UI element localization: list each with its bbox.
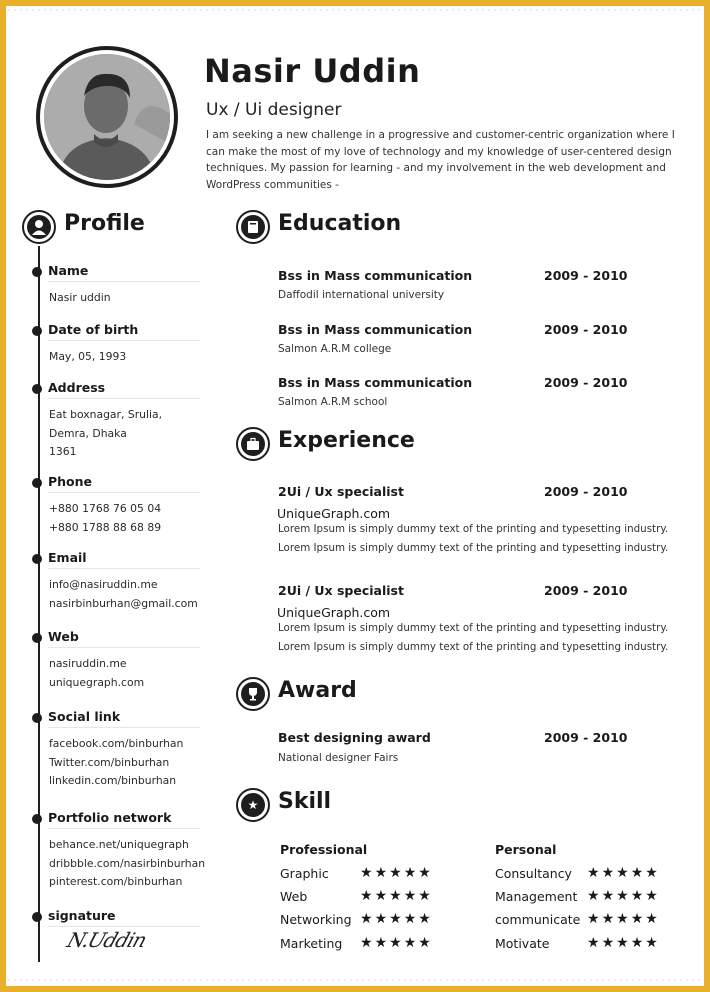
star-icon: ★ [587,888,602,904]
skill-name: Consultancy [495,866,572,881]
education-degree: Bss in Mass communication [278,375,473,390]
skill-group-title: Personal [495,842,557,857]
section-title: Experience [278,428,415,453]
section-title: Skill [278,789,332,814]
education-years: 2009 - 2010 [544,268,628,283]
portrait-illustration [44,54,170,180]
divider [48,647,200,648]
star-icon: ★ [360,865,375,881]
profile-item-value: pinterest.com/binburhan [49,875,183,888]
star-icon: ★ [587,865,602,881]
description-line: Lorem Ipsum is simply dummy text of the printing and typesetting industry. [278,622,669,634]
award-icon-ring [236,677,270,711]
skill-rating-stars [360,888,433,904]
education-section-header [236,210,436,246]
user-icon [27,215,51,239]
top-dot-border [6,8,704,12]
skill-icon-ring [236,788,270,822]
description-line: Lorem Ipsum is simply dummy text of the printing and typesetting industry. [278,640,669,653]
profile-item-values [49,735,183,791]
experience-company: UniqueGraph.com [277,605,391,620]
profile-icon-ring [22,210,56,244]
profile-item-values [49,576,198,613]
skill-group-title: Professional [280,842,368,857]
section-title: Award [278,678,357,703]
timeline-dot [32,814,42,824]
profile-item-value: uniquegraph.com [49,675,145,689]
profile-item-value: linkedin.com/binburhan [49,774,177,787]
profile-item-label: Phone [48,474,93,489]
description-line: Lorem Ipsum is simply dummy text of the printing and typesetting industry. [278,541,669,554]
experience-icon-ring [236,427,270,461]
profile-item-value: nasiruddin.me [49,657,127,670]
section-title: Education [278,211,402,236]
skill-name: Graphic [280,866,329,881]
star-icon: ★ [403,888,419,904]
education-degree: Bss in Mass communication [278,268,473,283]
timeline-dot [32,326,42,336]
star-icon: ★ [403,865,419,881]
star-icon: ★ [360,935,375,951]
profile-item-label: Address [48,380,106,395]
skill-rating-stars [360,911,433,927]
timeline-dot [32,478,42,488]
star-icon: ★ [587,911,602,927]
star-icon: ★ [616,888,631,904]
skill-name: Networking [280,912,352,927]
resume-page [6,6,704,986]
profile-section-header [22,210,202,246]
star-icon: ★ [389,911,404,927]
section-title: Profile [64,211,145,236]
skill-rating-stars [587,865,660,881]
divider [48,281,200,282]
candidate-name: Nasir Uddin [204,52,421,90]
timeline-dot [32,633,42,643]
star-icon: ★ [418,911,433,927]
skill-section-header [236,788,436,824]
star-icon: ★ [403,935,419,951]
star-icon: ★ [630,865,646,881]
profile-item-values [49,289,111,308]
profile-item-values [49,655,144,692]
profile-timeline [38,246,40,962]
trophy-icon [241,682,265,706]
profile-item-values [49,500,161,537]
education-school: Salmon A.R.M college [278,343,392,355]
skill-rating-stars [360,865,433,881]
divider [48,926,200,927]
star-icon: ★ [645,911,660,927]
timeline-dot [32,912,42,922]
star-icon: ★ [374,865,390,881]
star-icon: ★ [418,935,433,951]
divider [48,568,200,569]
award-years: 2009 - 2010 [544,730,628,745]
skill-rating-stars [587,935,660,951]
star-icon: ★ [360,911,375,927]
experience-description [278,520,668,557]
award-organization: National designer Fairs [278,752,399,764]
star-icon: ★ [418,888,433,904]
book-icon [241,215,265,239]
profile-item-value: +880 1768 76 05 04 [49,502,162,515]
divider [48,727,200,728]
star-icon: ★ [601,865,617,881]
star-icon: ★ [418,865,433,881]
profile-item-label: Portfolio network [48,810,172,825]
experience-position: 2Ui / Ux specialist [278,583,404,598]
avatar [44,54,170,180]
star-icon: ★ [645,865,660,881]
profile-photo [36,46,178,188]
profile-item-value: facebook.com/binburhan [49,737,184,750]
star-icon: ★ [645,935,660,951]
profile-item-value: Eat boxnagar, Srulia, [49,408,163,421]
profile-item-value: 1361 [49,445,77,458]
profile-item-label: Web [48,629,79,644]
skill-name: Web [280,889,308,904]
profile-item-label: Social link [48,709,121,724]
skill-name: Management [495,889,578,904]
skill-name: communicate [495,912,581,927]
divider [48,492,200,493]
divider [48,828,200,829]
award-name: Best designing award [278,730,431,745]
star-icon: ★ [241,793,265,817]
profile-summary: I am seeking a new challenge in a progressive and customer-centric organization where I can make the most of my love of technology and my knowledge of user-centered design techniques. My passion for learning - and my involvement in the web development and WordPress communities - [206,129,675,191]
star-icon: ★ [630,911,646,927]
star-icon: ★ [616,911,631,927]
skill-rating-stars [587,911,660,927]
skill-name: Motivate [495,936,550,951]
star-icon: ★ [374,911,390,927]
experience-section-header [236,427,436,463]
profile-item-value: Twitter.com/binburhan [49,755,170,769]
skill-rating-stars [360,935,433,951]
star-icon: ★ [389,888,404,904]
profile-item-value: behance.net/uniquegraph [49,838,189,851]
briefcase-icon [241,432,265,456]
experience-years: 2009 - 2010 [544,583,628,598]
skill-name: Marketing [280,936,343,951]
profile-item-value: Nasir uddin [49,291,111,304]
description-line: Lorem Ipsum is simply dummy text of the printing and typesetting industry. [278,523,669,535]
profile-item-value: May, 05, 1993 [49,350,127,363]
education-years: 2009 - 2010 [544,322,628,337]
divider [48,398,200,399]
experience-years: 2009 - 2010 [544,484,628,499]
star-icon: ★ [374,935,390,951]
candidate-role: Ux / Ui designer [206,100,342,120]
star-icon: ★ [587,935,602,951]
timeline-dot [32,384,42,394]
skill-rating-stars [587,888,660,904]
education-school: Daffodil international university [278,289,445,301]
star-icon: ★ [601,911,617,927]
education-degree: Bss in Mass communication [278,322,473,337]
profile-item-values [49,348,126,367]
profile-item-label: Email [48,550,87,565]
profile-item-values [49,836,205,892]
profile-item-label: Date of birth [48,322,139,337]
profile-item-value: nasirbinburhan@gmail.com [49,596,198,610]
profile-item-value: info@nasiruddin.me [49,578,158,591]
star-icon: ★ [645,888,660,904]
award-section-header [236,677,436,713]
timeline-dot [32,554,42,564]
profile-item-value: dribbble.com/nasirbinburhan [49,856,206,870]
experience-position: 2Ui / Ux specialist [278,484,404,499]
star-icon: ★ [389,865,404,881]
star-icon: ★ [374,888,390,904]
star-icon: ★ [360,888,375,904]
star-icon: ★ [389,935,404,951]
star-icon: ★ [403,911,419,927]
bottom-dot-border [6,978,704,982]
star-icon: ★ [616,865,631,881]
timeline-dot [32,267,42,277]
star-icon: ★ [630,935,646,951]
timeline-dot [32,713,42,723]
star-icon: ★ [630,888,646,904]
profile-item-value: +880 1788 88 68 89 [49,520,162,534]
star-icon: ★ [601,888,617,904]
star-icon: ★ [616,935,631,951]
experience-description [278,619,668,656]
star-icon: ★ [601,935,617,951]
education-icon-ring [236,210,270,244]
profile-item-label: Name [48,263,89,278]
signature-image: N.Uddin [64,928,150,952]
education-school: Salmon A.R.M school [278,396,388,408]
profile-item-values [49,406,162,462]
profile-item-label: signature [48,908,116,923]
divider [48,340,200,341]
education-years: 2009 - 2010 [544,375,628,390]
experience-company: UniqueGraph.com [277,506,391,521]
profile-item-value: Demra, Dhaka [49,426,127,440]
